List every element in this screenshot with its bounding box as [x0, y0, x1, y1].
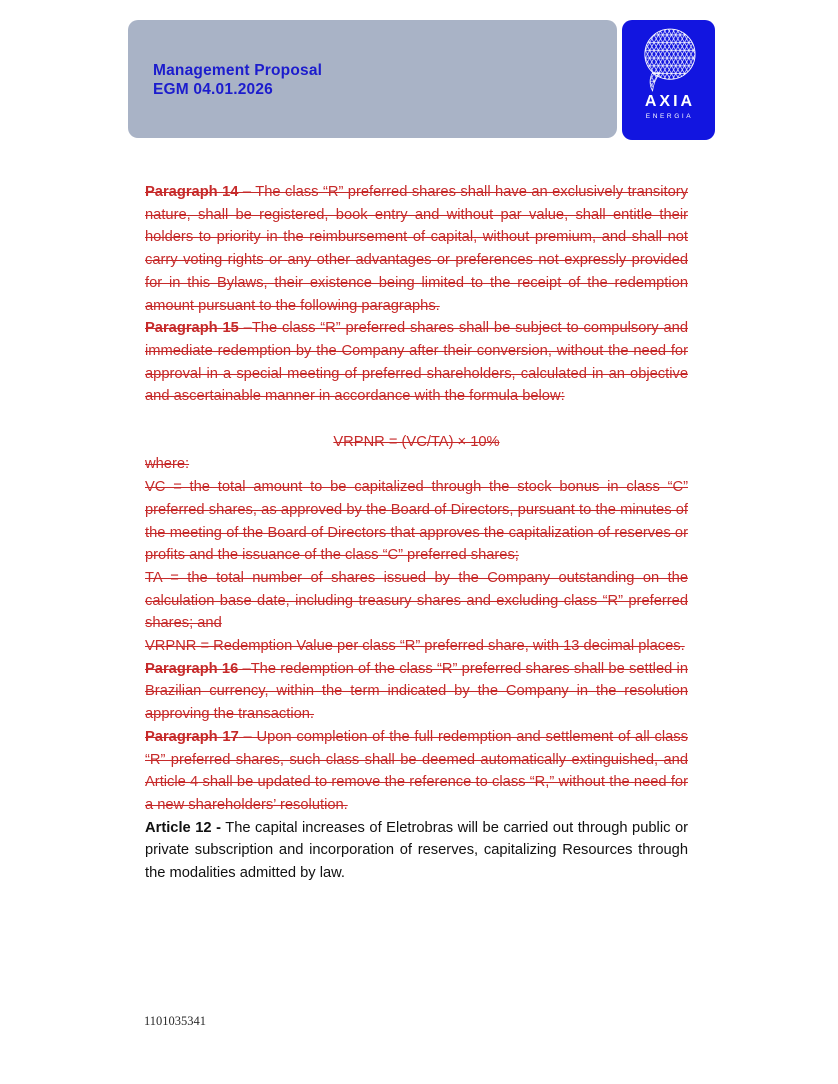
header-subtitle: EGM 04.01.2026: [153, 81, 273, 98]
where-line: [145, 453, 688, 476]
formula-text: VRPNR = (VC/TA) × 10%: [333, 433, 500, 450]
vc-definition-text: VC = the total amount to be capitalized through the stock bonus in class “C” preferred shares, as approved by the Board of Directors, pursuant to the minutes of the meeting of the Board of Directors that approves the capitalization of reserves or profits and the issuance of the class “C” preferred shares;: [145, 479, 688, 564]
logo-wordmark: AXIA: [644, 93, 696, 110]
paragraph-17-text: – Upon completion of the full redemption and settlement of all class “R” preferred shares, such class shall be deemed automatically extinguished, and Article 4 shall be updated to remove the reference to class “R,” without the need for a new shareholders’ resolution.: [145, 728, 688, 813]
paragraph-14-label: Paragraph 14: [145, 184, 239, 200]
where-text: where:: [145, 456, 190, 473]
article-12-label: Article 12 -: [145, 819, 221, 836]
ta-definition: [145, 567, 688, 635]
geodesic-globe-icon: [641, 27, 697, 93]
header-banner: [128, 20, 617, 138]
paragraph-17-label: Paragraph 17: [145, 728, 239, 745]
logo-tagline: ENERGIA: [645, 113, 694, 120]
paragraph-17: [145, 726, 688, 817]
paragraph-16: [145, 658, 688, 726]
redemption-formula: [145, 431, 688, 454]
paragraph-14-text: – The class “R” preferred shares shall have an exclusively transitory nature, shall be registered, book entry and without par value, shall entitle their holders to priority in the reimbursement of capital, without premium, and shall not carry voting rights or any other advantages or preferences not expressly provided for in this Bylaws, their existence being limited to the receipt of the redemption amount pursuant to the following paragraphs.: [145, 184, 689, 314]
document-body: [145, 181, 688, 885]
vrpnr-definition-text: VRPNR = Redemption Value per class “R” preferred share, with 13 decimal places.: [145, 638, 685, 655]
article-12: [145, 817, 688, 885]
paragraph-15-label: Paragraph 15: [145, 320, 239, 337]
ta-definition-text: TA = the total number of shares issued by the Company outstanding on the calculation base date, including treasury shares and excluding class “R” preferred shares; and: [145, 569, 688, 632]
paragraph-16-label: Paragraph 16: [145, 660, 239, 677]
article-12-text: The capital increases of Eletrobras will be carried out through public or private subscription and incorporation of reserves, capitalizing Resources through the modalities admitted by law.: [145, 819, 689, 882]
axia-logo: [622, 20, 715, 140]
header-title-block: [153, 61, 322, 99]
paragraph-15-text: –The class “R” preferred shares shall be subject to compulsory and immediate redemption by the Company after their conversion, without the need for approval in a special meeting of preferred shareholders, calculated in an objective and ascertainable manner in accordance with the formula below:: [145, 320, 688, 405]
header-title: Management Proposal: [153, 62, 323, 79]
vrpnr-definition: [145, 635, 688, 658]
paragraph-16-text: –The redemption of the class “R” preferred shares shall be settled in Brazilian currency, within the term indicated by the Company in the resolution approving the transaction.: [145, 660, 688, 723]
vc-definition: [145, 476, 688, 567]
paragraph-14: [145, 181, 688, 317]
footer-doc-number: 1101035341: [144, 1014, 207, 1028]
paragraph-15: [145, 317, 688, 408]
